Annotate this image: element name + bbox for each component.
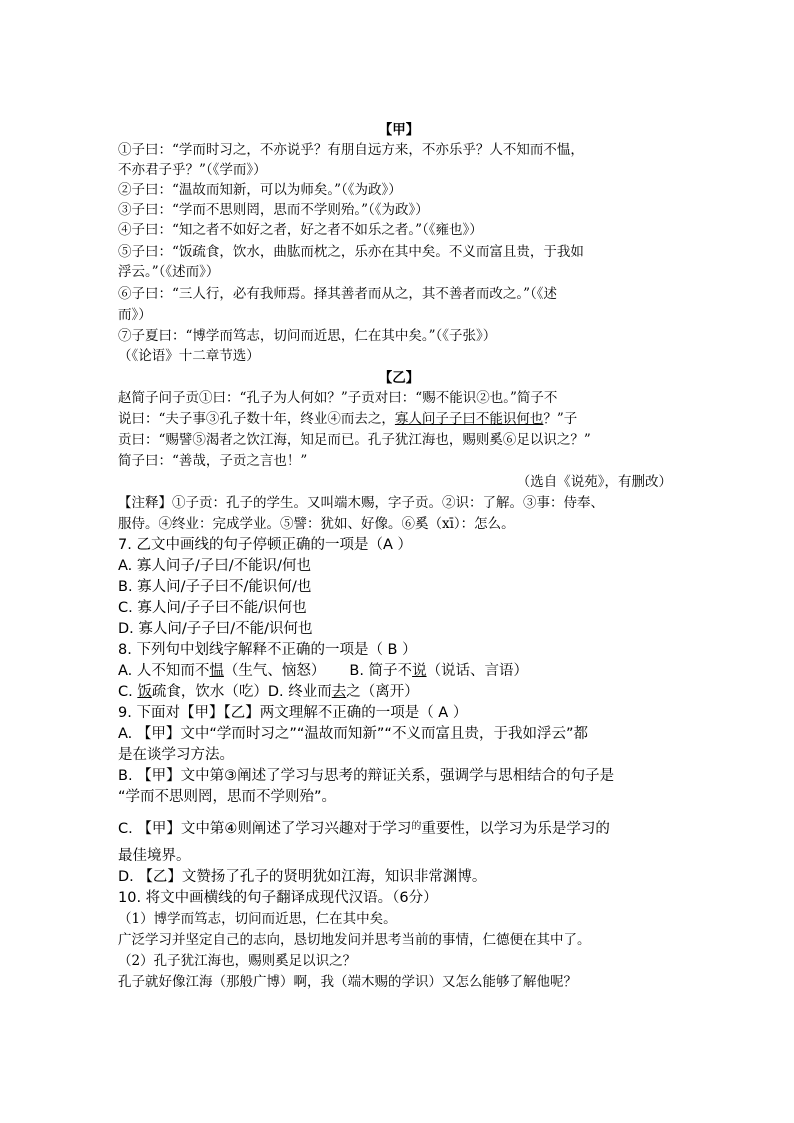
notes-line: 【注释】①子贡：孔子的学生。又叫端木赐，字子贡。②识：了解。③事：侍奉、 (118, 495, 604, 511)
notes-line: 服侍。④终业：完成学业。⑤譬：犹如、好像。⑥奚（xī）：怎么。 (118, 516, 515, 532)
yi-line: 说曰：“夫子事③孔子数十年，终业④而去之，寡人问子子曰不能识何也？”子 (118, 411, 578, 427)
yi-line: 赵简子问子贡①曰：“孔子为人何如？”子贡对曰：“赐不能识②也。”简子不 (118, 390, 558, 406)
q8-stem: 8. 下列句中划线字解释不正确的一项是（ B ） (118, 642, 417, 658)
q10-answer-2: 孔子就好像江海（那般广博）啊，我（端木赐的学识）又怎么能够了解他呢？ (118, 974, 577, 990)
jia-line: ⑤子曰：“饭疏食，饮水，曲肱而枕之，乐亦在其中矣。不义而富且贵，于我如 (118, 244, 584, 260)
jia-line: 浮云。”（《述而》） (118, 264, 220, 280)
q9-option-b-cont: “学而不思则罔，思而不学则殆”。 (118, 789, 337, 805)
q9-option-a-cont: 是在谈学习方法。 (118, 747, 234, 763)
q8-options-cd: C. 饭疏食，饮水（吃）D. 终业而去之（离开） (118, 684, 419, 700)
q7-option: D. 寡人问/子子曰/不能/识何也 (118, 621, 313, 637)
q10-stem: 10. 将文中画横线的句子翻译成现代汉语。（6分） (118, 890, 438, 906)
yi-line: 简子曰：“善哉，子贡之言也！” (118, 453, 308, 469)
jia-line: ④子曰：“知之者不如好之者，好之者不如乐之者。”（《雍也》） (118, 222, 483, 238)
q8-options-ab: A. 人不知而不愠（生气、恼怒） B. 简子不说（说话、言语） (118, 663, 529, 679)
q7-option: C. 寡人问/子子曰不能/识何也 (118, 600, 307, 616)
jia-source: （《论语》十二章节选） (118, 348, 260, 364)
jia-line: ②子曰：“温故而知新，可以为师矣。”（《为政》） (118, 182, 402, 198)
jia-line: ⑥子曰：“三人行，必有我师焉。择其善者而从之，其不善者而改之。”（《述 (118, 286, 558, 302)
yi-source: （选自《说苑》，有删改） (516, 474, 672, 490)
q9-option-c-cont: 最佳境界。 (118, 848, 191, 864)
q9-option-c: C. 【甲】文中第④则阐述了学习兴趣对于学习$^的$重要性，以学习为乐是学习的 (118, 821, 610, 837)
yi-line: 贡曰：“赐譬⑤渴者之饮江海，知足而已。孔子犹江海也，赐则奚⑥足以识之？” (118, 432, 591, 448)
q10-sentence-2: （2）孔子犹江海也，赐则奚足以识之？ (118, 953, 357, 969)
jia-line: ①子曰：“学而时习之，不亦说乎？有朋自远方来，不亦乐乎？人不知而不愠， (118, 142, 584, 158)
yi-heading: 【乙】 (378, 370, 420, 386)
q10-sentence-1: （1）博学而笃志，切问而近思，仁在其中矣。 (118, 911, 397, 927)
jia-line: ⑦子夏曰：“博学而笃志，切问而近思，仁在其中矣。”（《子张》） (118, 328, 497, 344)
jia-line: 不亦君子乎？”（《学而》） (118, 162, 267, 178)
q10-answer-1: 广泛学习并坚定自己的志向，恳切地发问并思考当前的事情，仁德便在其中了。 (118, 932, 591, 948)
q9-option-d: D. 【乙】文赞扬了孔子的贤明犹如江海，知识非常渊博。 (118, 869, 487, 885)
q9-stem: 9. 下面对【甲】【乙】两文理解不正确的一项是（ A ） (118, 705, 468, 721)
underlined-sentence: 寡人问子子曰不能识何也 (394, 411, 544, 427)
q7-option: B. 寡人问/子子曰不/能识何/也 (118, 579, 312, 595)
q9-option-a: A. 【甲】文中“学而时习之”“温故而知新”“不义而富且贵，于我如浮云”都 (118, 726, 588, 742)
jia-line: 而》） (118, 307, 152, 323)
q7-stem: 7. 乙文中画线的句子停顿正确的一项是（A ） (118, 537, 412, 553)
jia-heading: 【甲】 (378, 122, 420, 138)
jia-line: ③子曰：“学而不思则罔，思而不学则殆。”（《为政》） (118, 202, 429, 218)
q7-option: A. 寡人问子/子曰/不能识/何也 (118, 558, 312, 574)
q9-option-b: B. 【甲】文中第③阐述了学习与思考的辩证关系，强调学与思相结合的句子是 (118, 768, 615, 784)
